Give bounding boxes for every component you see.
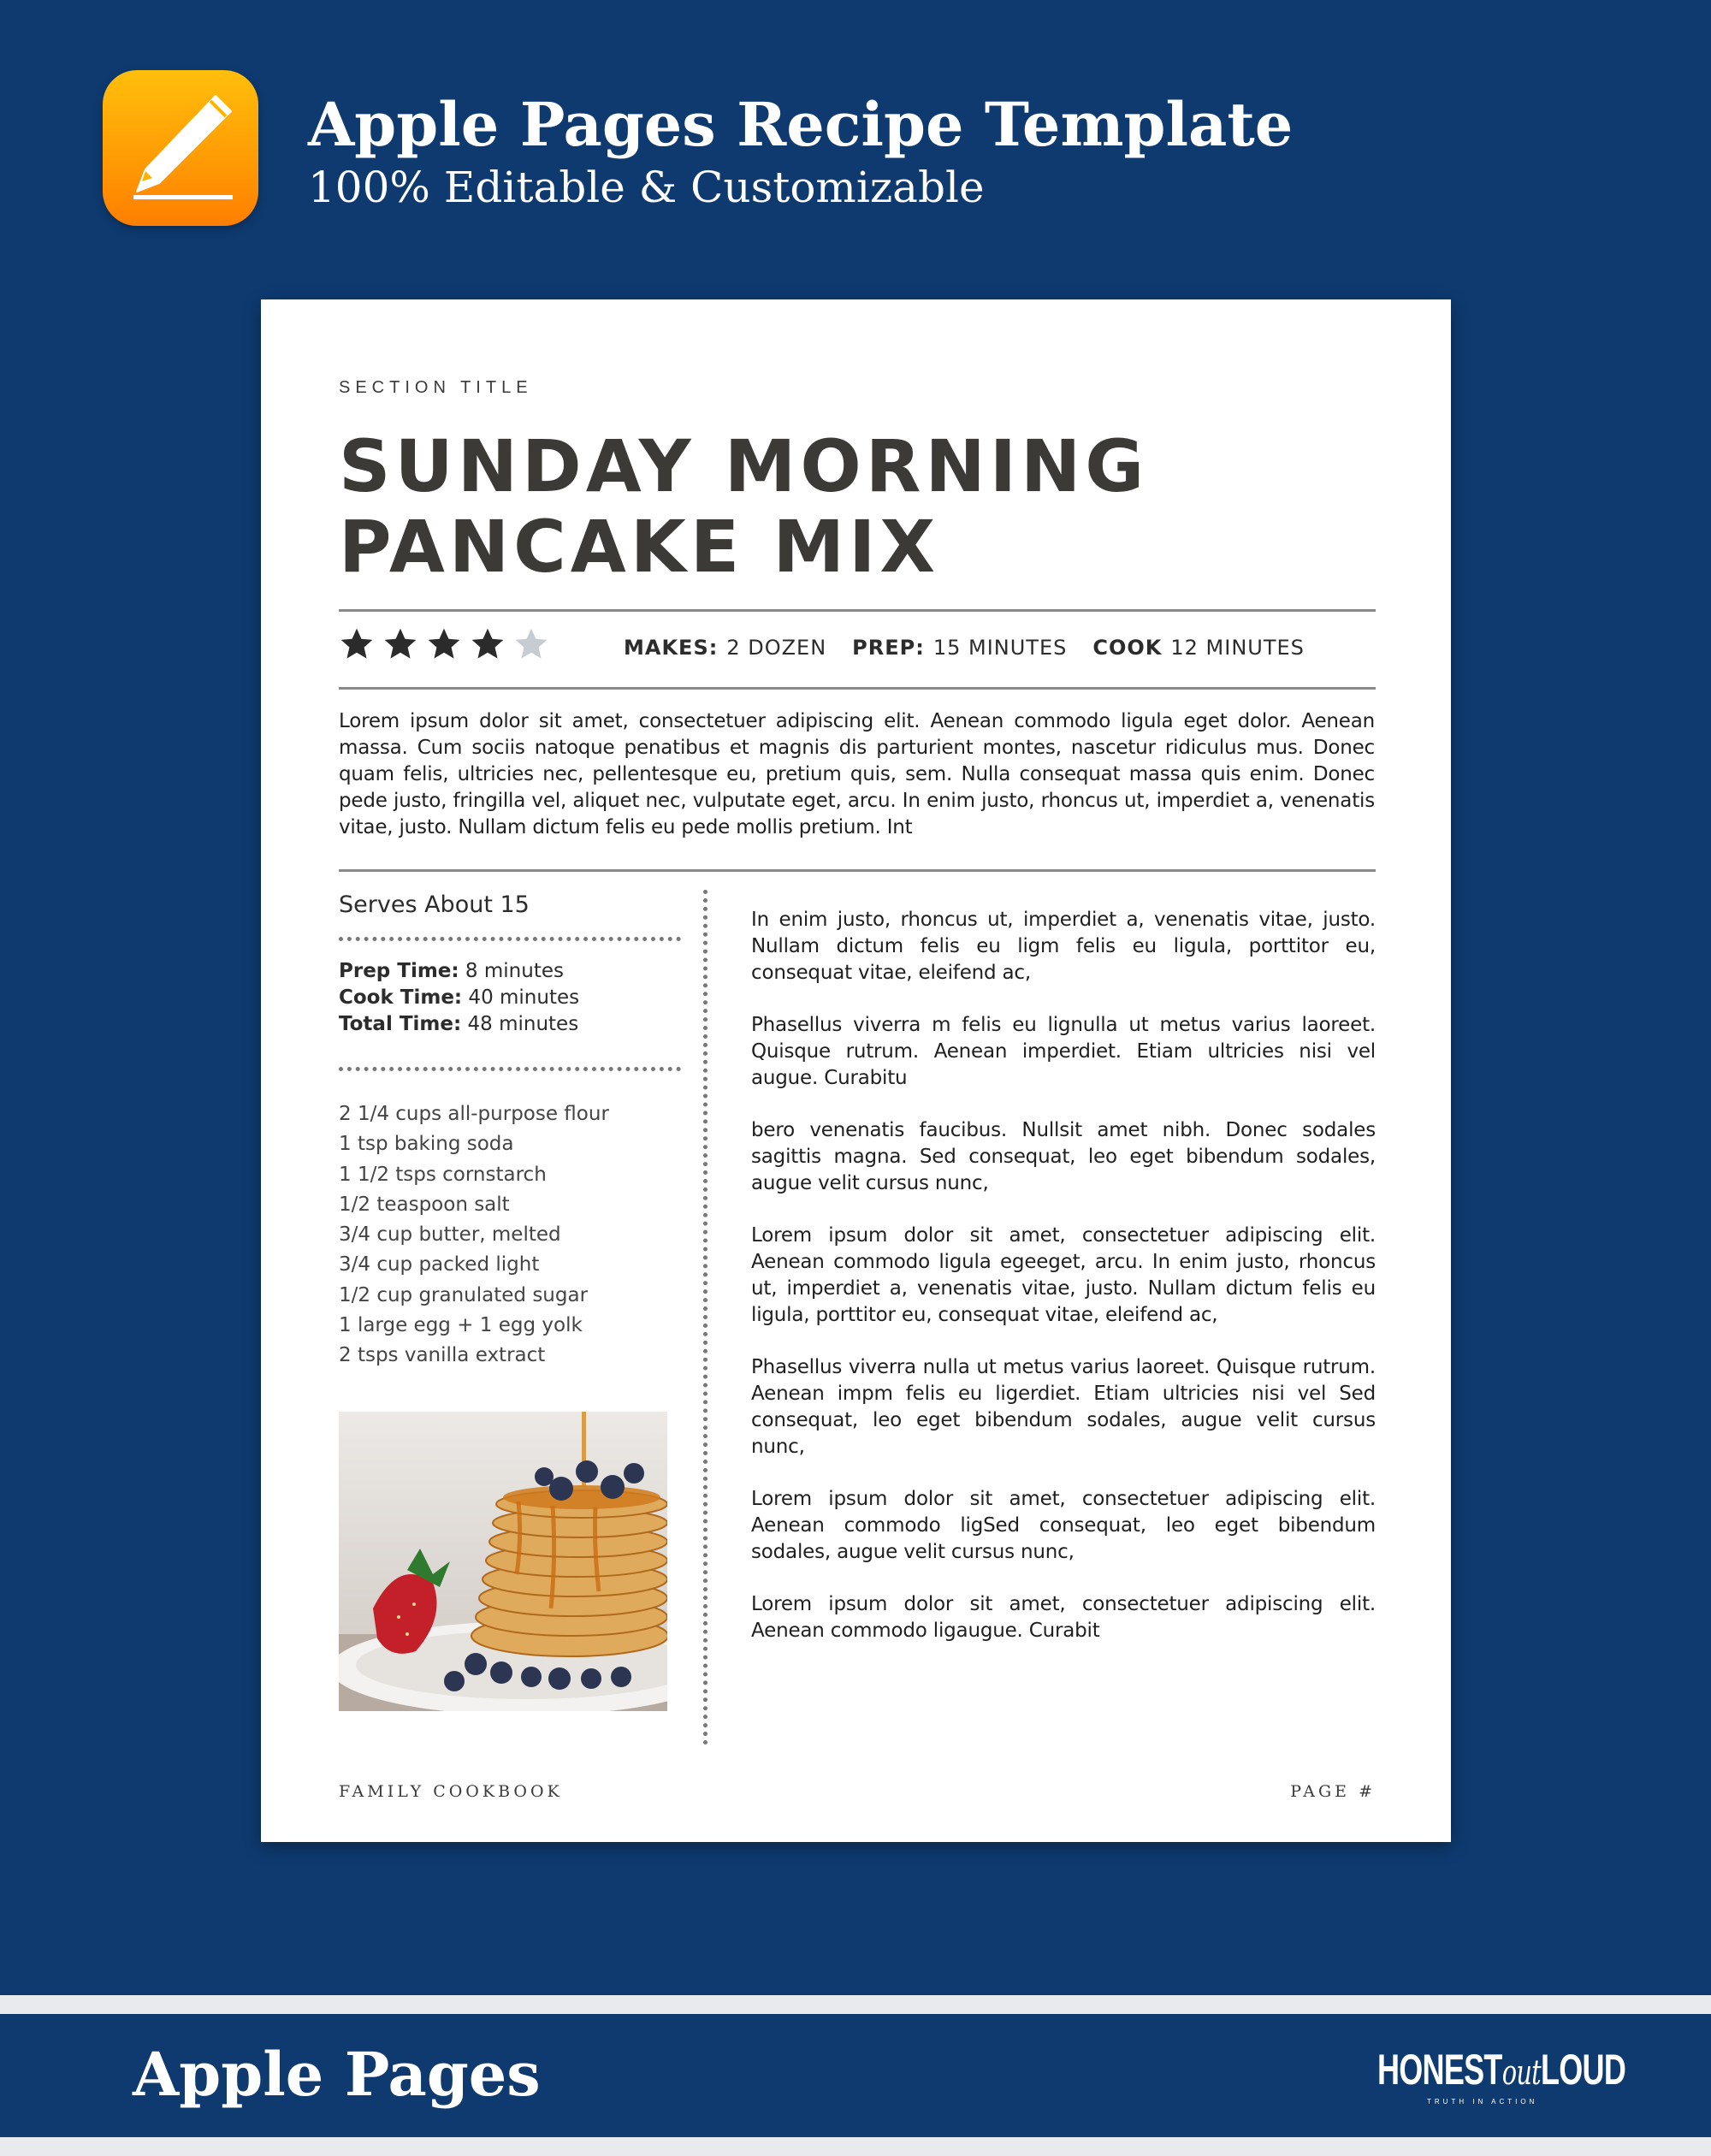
pencil-icon	[103, 70, 258, 226]
footer-cookbook: FAMILY COOKBOOK	[339, 1782, 563, 1801]
dotted-divider	[339, 937, 681, 941]
prep-label: PREP:	[852, 636, 925, 660]
ingredient: 1 tsp baking soda	[339, 1133, 514, 1156]
total-time-value: 48 minutes	[461, 1013, 579, 1035]
star-icon	[382, 626, 418, 662]
pages-app-icon	[103, 70, 258, 226]
column-divider	[703, 890, 707, 1745]
direction-paragraph: Lorem ipsum dolor sit amet, consectetuer adipiscing elit. Aenean commodo ligula egeeget, arcu. In enim justo, rhoncus ut, imperdiet a, venenatis vitae, justo. Nullam dictum felis eu ligula, porttitor eu, consequat vitae, eleifend ac,	[751, 1224, 1376, 1326]
prep-time-label: Prep Time:	[339, 960, 459, 982]
total-time-label: Total Time:	[339, 1013, 462, 1035]
divider	[339, 609, 1376, 612]
direction-paragraph: Lorem ipsum dolor sit amet, consectetuer adipiscing elit. Aenean commodo ligSed consequat, leo eget bibendum sodales, augue velit cursus nunc,	[751, 1488, 1376, 1563]
divider	[339, 687, 1376, 690]
ingredient: 3/4 cup packed light	[339, 1253, 540, 1276]
direction-paragraph: Lorem ipsum dolor sit amet, consectetuer adipiscing elit. Aenean commodo ligaugue. Curabit	[751, 1593, 1376, 1642]
pancake-photo	[339, 1412, 667, 1711]
star-icon	[426, 626, 462, 662]
header-title: Apple Pages Recipe Template	[308, 89, 1294, 160]
brand-logo	[1377, 2045, 1626, 2113]
divider	[339, 869, 1376, 872]
prep-time-value: 8 minutes	[459, 960, 564, 982]
cook-time-label: Cook Time:	[339, 986, 463, 1009]
cook-time-value: 40 minutes	[462, 986, 580, 1009]
brand-name-script: out	[1501, 2053, 1542, 2093]
ingredient-list	[339, 1099, 609, 1371]
dotted-divider	[339, 1067, 681, 1071]
recipe-title-line-2: PANCAKE MIX	[339, 505, 940, 589]
footer-page-number: PAGE #	[1290, 1782, 1376, 1801]
brand-name-part: LOUD	[1541, 2046, 1626, 2094]
cook-value: 12 MINUTES	[1170, 636, 1305, 660]
pancake-stack-image	[339, 1412, 667, 1711]
ingredient: 1 1/2 tsps cornstarch	[339, 1163, 547, 1186]
makes-value: 2 DOZEN	[726, 636, 827, 660]
direction-paragraph: bero venenatis faucibus. Nullsit amet nibh. Donec sodales sagittis magna. Sed consequat, leo eget bibendum sodales, augue velit cursus nunc,	[751, 1119, 1376, 1194]
band-divider-top	[0, 1995, 1711, 2014]
star-rating	[339, 626, 549, 664]
star-icon	[339, 626, 375, 662]
star-icon	[470, 626, 506, 662]
cook-label: COOK	[1092, 636, 1163, 660]
band-divider-bottom	[0, 2137, 1711, 2156]
makes-label: MAKES:	[624, 636, 719, 660]
section-title: SECTION TITLE	[339, 378, 533, 397]
direction-paragraph: Phasellus viverra nulla ut metus varius laoreet. Quisque rutrum. Aenean impm felis eu ligerdiet. Etiam ultricies nisi vel Sed consequat, leo eget bibendum sodales, augue velit cursus nunc,	[751, 1356, 1376, 1458]
ingredient: 3/4 cup butter, melted	[339, 1223, 561, 1247]
header-subtitle: 100% Editable & Customizable	[308, 163, 985, 212]
serves: Serves About 15	[339, 891, 530, 918]
star-icon	[513, 626, 549, 662]
brand-tagline: TRUTH IN ACTION	[1427, 2098, 1538, 2106]
recipe-title-line-1: SUNDAY MORNING	[339, 424, 1149, 508]
direction-paragraph: Phasellus viverra m felis eu lignulla ut metus varius laoreet. Quisque rutrum. Aenean imperdiet. Etiam ultricies nisi vel augue. Curabitu	[751, 1014, 1376, 1089]
ingredient: 1/2 teaspoon salt	[339, 1193, 510, 1216]
ingredient: 2 1/4 cups all-purpose flour	[339, 1103, 609, 1125]
time-list	[339, 958, 579, 1038]
recipe-intro: Lorem ipsum dolor sit amet, consectetuer adipiscing elit. Aenean commodo ligula eget dolor. Aenean massa. Cum sociis natoque penatibus et magnis dis parturient montes, nascetur ridiculus mus. Donec quam felis, ultricies nec, pellentesque eu, pretium quis, sem. Nulla consequat massa quis enim. Donec pede justo, fringilla vel, aliquet nec, vulputate eget, arcu. In enim justo, rhoncus ut, imperdiet a, venenatis vitae, justo. Nullam dictum felis eu pede mollis pretium. Int	[339, 710, 1375, 838]
directions	[751, 907, 1376, 1670]
ingredient: 1/2 cup granulated sugar	[339, 1283, 589, 1306]
bottom-title: Apple Pages	[133, 2039, 541, 2110]
recipe-meta	[624, 631, 1330, 665]
brand-name	[1377, 2045, 1625, 2094]
direction-paragraph: In enim justo, rhoncus ut, imperdiet a, venenatis vitae, justo. Nullam dictum felis eu ligm felis eu ligula, porttitor eu, consequat vitae, eleifend ac,	[751, 909, 1376, 984]
prep-value: 15 MINUTES	[932, 636, 1068, 660]
ingredient: 1 large egg + 1 egg yolk	[339, 1314, 583, 1337]
ingredient: 2 tsps vanilla extract	[339, 1344, 546, 1367]
recipe-title	[339, 426, 1280, 587]
brand-name-part: HONEST	[1377, 2046, 1502, 2094]
recipe-page	[261, 299, 1451, 1842]
